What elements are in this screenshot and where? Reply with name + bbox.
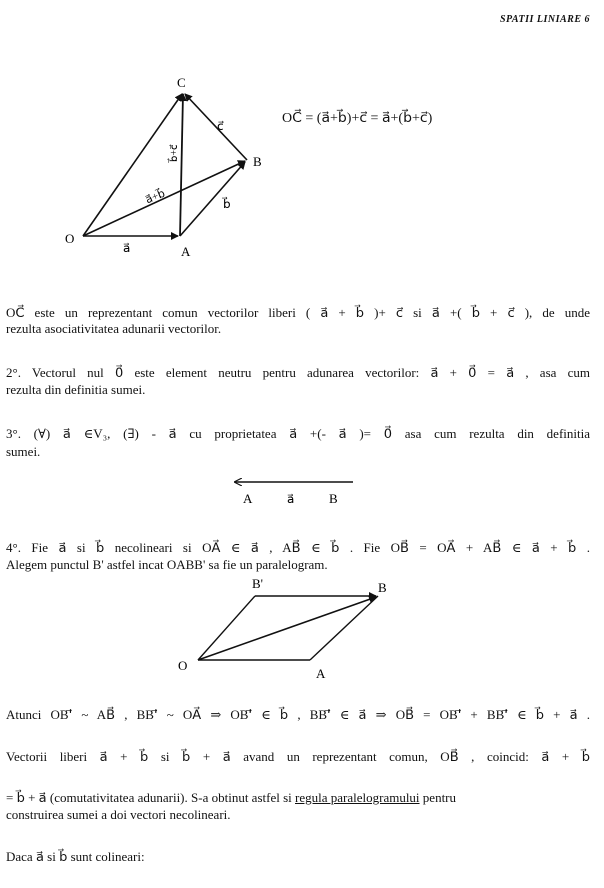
point-O-label: O xyxy=(65,231,75,246)
p5-line2: Vectorii liberi a⃗ + b⃗ si b⃗ + a⃗ avand un reprezentant comun, OB⃗ , coincid: a⃗ + b⃗ xyxy=(6,749,590,764)
vector-b-plus-c-line xyxy=(180,94,183,236)
para-A-label: A xyxy=(316,666,326,681)
diagonal-OB xyxy=(198,597,376,660)
para-O-label: O xyxy=(178,658,188,673)
side-AB xyxy=(310,596,378,660)
vector-b-line xyxy=(180,162,245,236)
p3-line1: 3°. (∀) a⃗ ∈V₃, (∃) - a⃗ cu proprietatea a⃗ +(- a⃗ )= 0⃗ asa cum rezulta din definitia xyxy=(6,426,590,441)
p4-line2: Alegem punctul B' astfel incat OABB' sa fie un paralelogram. xyxy=(6,557,328,572)
figure-parallelogram xyxy=(170,574,400,684)
p5-line3-post: pentru xyxy=(419,790,457,805)
p2-line1: 2°. Vectorul nul 0⃗ este element neutru pentru adunarea vectorilor: a⃗ + 0⃗ = a⃗ , asa cum xyxy=(6,365,590,380)
para-B-label: B xyxy=(378,580,387,595)
label-a-plus-b: a⃗+b⃗ xyxy=(143,187,167,207)
running-header: SPATII LINIARE 6 xyxy=(499,14,590,25)
p5-line1: Atunci OB'⃗ ~ AB⃗ , BB'⃗ ~ OA⃗ ⇒ OB'⃗ ∈ b⃗ , BB'⃗ ∈ a⃗ ⇒ OB⃗ = OB'⃗ + BB'⃗ ∈ b⃗ + a⃗ . xyxy=(6,707,590,722)
parallelogram-rule: regula paralelogramului xyxy=(295,790,420,805)
seg-B-label: B xyxy=(329,491,338,506)
vector-oc-line xyxy=(83,94,182,236)
point-B-label: B xyxy=(253,154,262,169)
p5-line3 xyxy=(6,791,590,805)
label-c: c⃗ xyxy=(217,119,224,133)
seg-A-label: A xyxy=(243,491,253,506)
point-A-label: A xyxy=(181,244,191,259)
p5-line5: Daca a⃗ si b⃗ sunt colineari: xyxy=(6,849,145,864)
associativity-formula: OC⃗ = (a⃗+b⃗)+c⃗ = a⃗+(b⃗+c⃗) xyxy=(282,111,433,126)
point-C-label: C xyxy=(177,75,186,90)
p2-line2: rezulta din definitia sumei. xyxy=(6,382,146,397)
p5-line3-pre: = b⃗ + a⃗ (comutativitatea adunarii). S-a obtinut astfel si xyxy=(6,790,296,805)
p4-line1: 4°. Fie a⃗ si b⃗ necolineari si OA⃗ ∈ a⃗ , AB⃗ ∈ b⃗ . Fie OB⃗ = OA⃗ + AB⃗ ∈ a⃗ + b⃗ . xyxy=(6,540,590,555)
figure-opposite-vector xyxy=(225,470,365,510)
p3-line2: sumei. xyxy=(6,444,41,459)
p5-line4: construirea sumei a doi vectori necolineari. xyxy=(6,807,231,822)
figure-associativity xyxy=(55,70,295,270)
para-Bp-label: B' xyxy=(252,576,264,591)
p1-line1: OC⃗ este un reprezentant comun vectorilor liberi ( a⃗ + b⃗ )+ c⃗ si a⃗ +( b⃗ + c⃗ ), de unde xyxy=(6,305,590,320)
label-b: b⃗ xyxy=(223,197,231,211)
vector-c-line xyxy=(185,94,247,160)
label-a: a⃗ xyxy=(123,241,131,255)
seg-a-label: a⃗ xyxy=(287,492,295,506)
label-b-plus-c: b⃗+c⃗ xyxy=(169,144,180,162)
p1-line2: rezulta asociativitatea adunarii vectorilor. xyxy=(6,321,222,336)
